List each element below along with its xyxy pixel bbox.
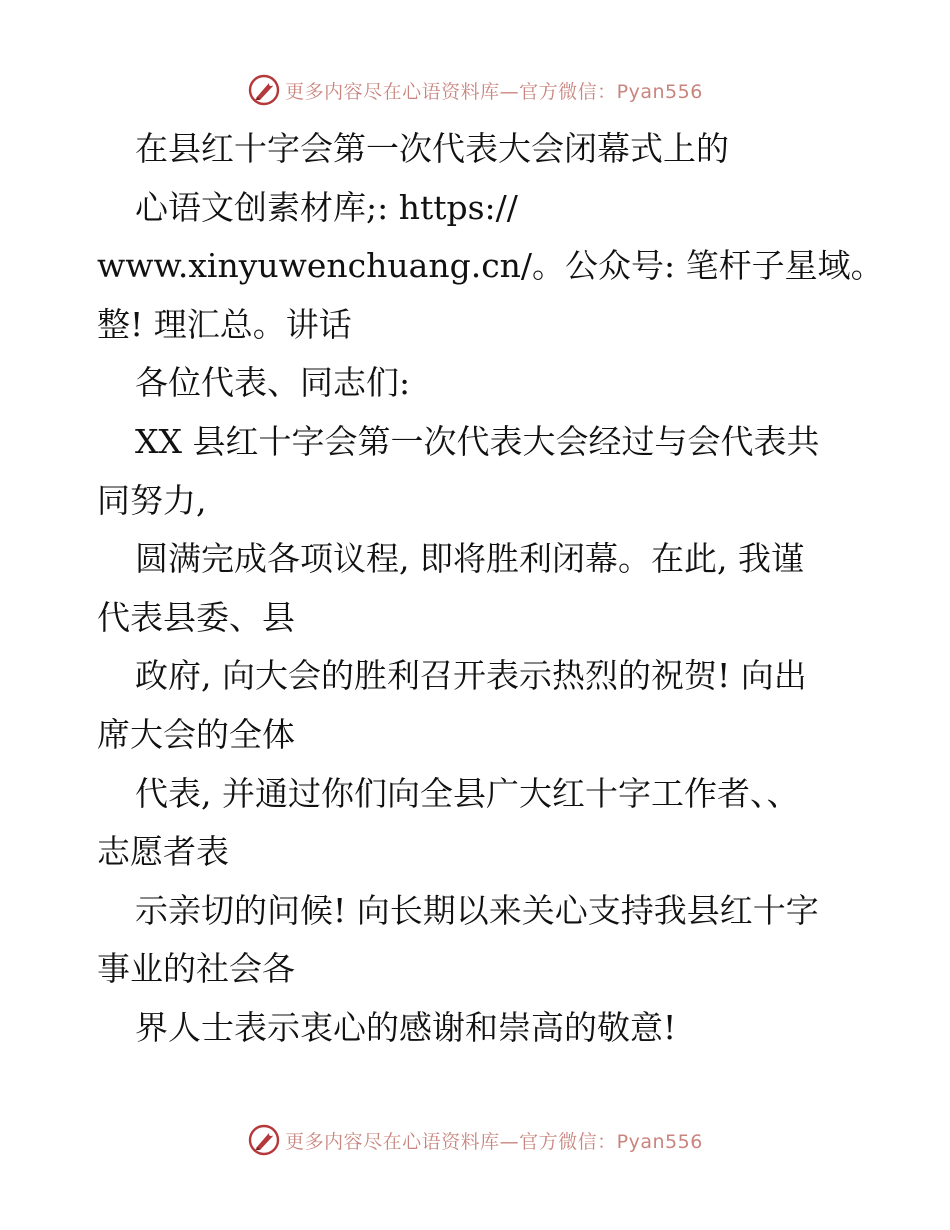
banner-separator: —: [499, 80, 520, 103]
banner-slogan: 更多内容尽在心语资料库: [285, 80, 500, 103]
text-line: 心语文创素材库;: https://: [135, 187, 518, 227]
banner-wechat: 官方微信：Pyan556: [519, 80, 703, 103]
pen-seal-icon: [247, 1123, 281, 1157]
banner-slogan: 更多内容尽在心语资料库: [285, 1130, 500, 1153]
text-line: 整! 理汇总。讲话: [97, 304, 352, 344]
banner-text: [285, 1127, 703, 1154]
text-line: 席大会的全体: [97, 714, 295, 754]
text-line: 代表, 并通过你们向全县广大红十字工作者、、: [135, 773, 800, 813]
pen-seal-icon: [247, 73, 281, 107]
text-line: 界人士表示衷心的感谢和崇高的敬意!: [135, 1007, 677, 1047]
text-line: XX 县红十字会第一次代表大会经过与会代表共: [135, 421, 820, 461]
text-line: 示亲切的问候! 向长期以来关心支持我县红十字: [135, 890, 819, 930]
text-line: 各位代表、同志们:: [135, 363, 411, 403]
banner-wechat: 官方微信：Pyan556: [519, 1130, 703, 1153]
banner-text: [285, 77, 703, 104]
text-line: 圆满完成各项议程, 即将胜利闭幕。在此, 我谨: [135, 539, 804, 579]
document-body: [97, 120, 884, 1058]
text-line: 代表县委、县: [97, 597, 295, 637]
text-line: 政府, 向大会的胜利召开表示热烈的祝贺! 向出: [135, 656, 807, 696]
banner-separator: —: [499, 1130, 520, 1153]
text-line: 志愿者表: [97, 832, 229, 872]
footer-watermark-banner: [0, 1120, 950, 1160]
text-line: 同努力,: [97, 480, 207, 520]
text-line: 在县红十字会第一次代表大会闭幕式上的: [135, 129, 729, 168]
text-line: 事业的社会各: [97, 949, 295, 989]
header-watermark-banner: [0, 70, 950, 110]
text-line: www.xinyuwenchuang.cn/。公众号: 笔杆子星域。: [97, 246, 884, 286]
